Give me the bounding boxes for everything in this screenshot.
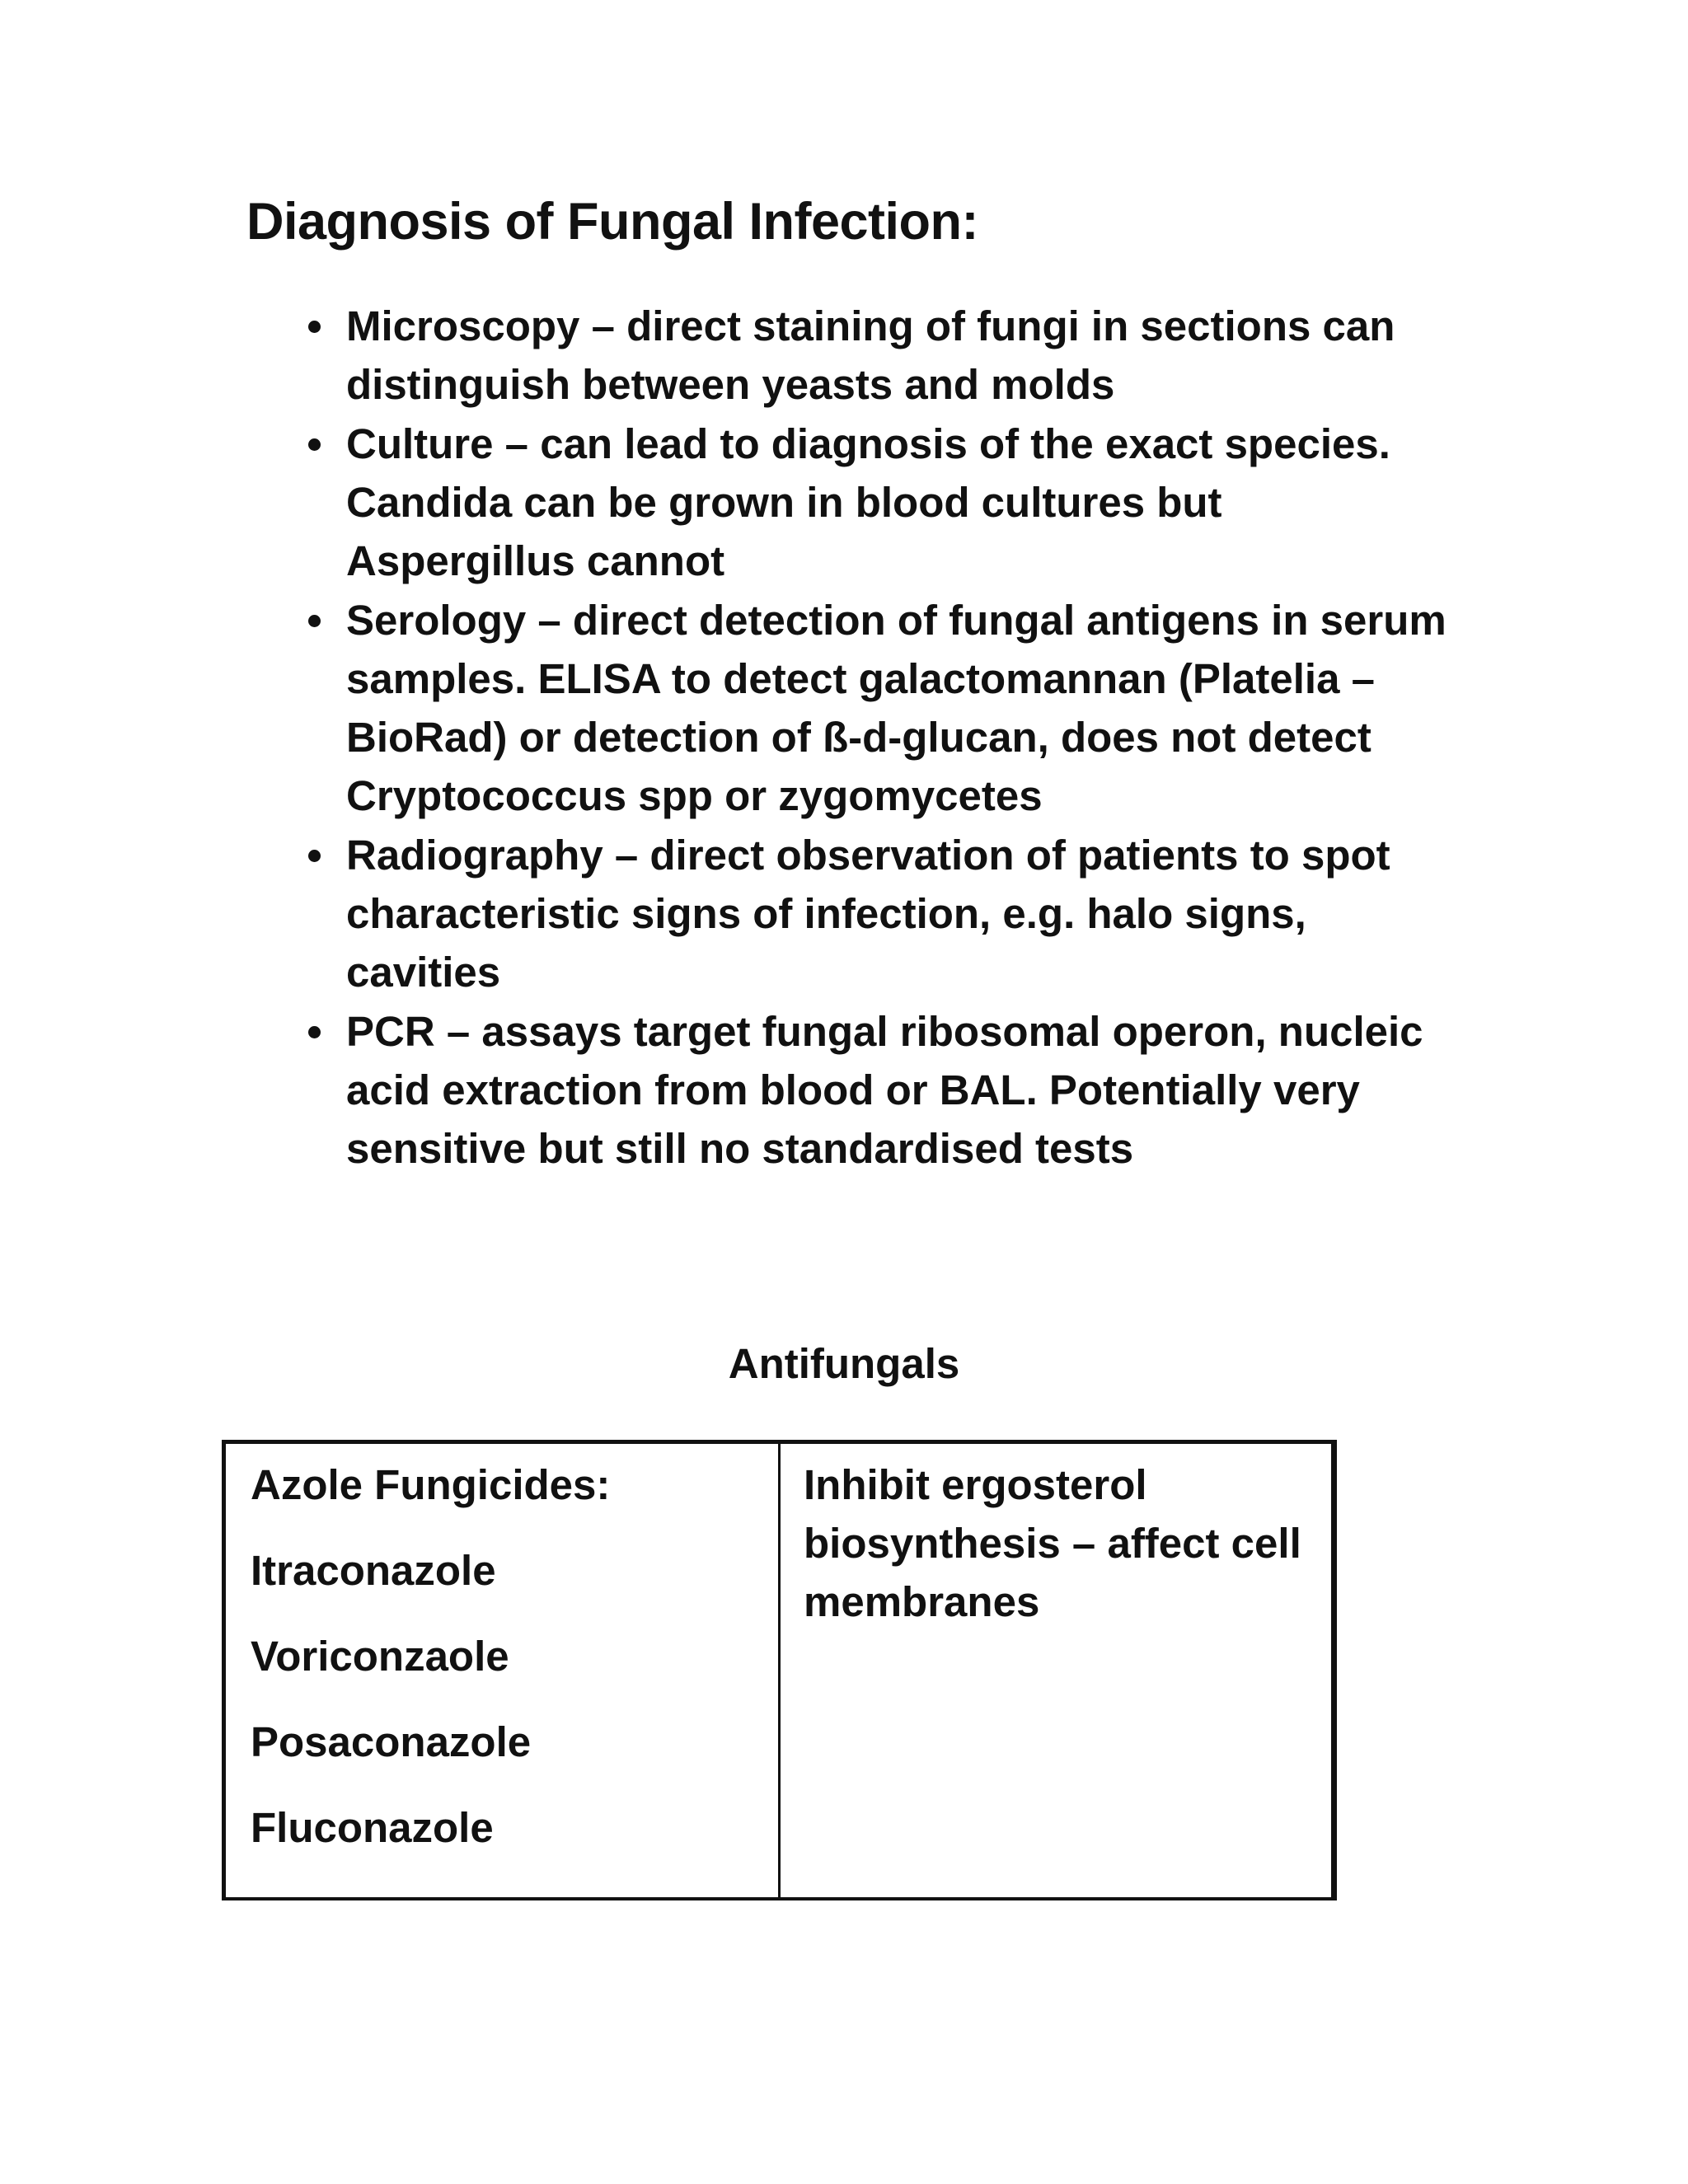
bullet-icon <box>308 438 321 451</box>
antifungals-table <box>222 1440 1337 1900</box>
drug-name: Voriconzaole <box>251 1633 509 1680</box>
bullet-icon <box>308 321 321 333</box>
bullet-icon <box>308 615 321 627</box>
mechanism-cell <box>780 1442 1334 1900</box>
drug-list-cell <box>224 1442 780 1900</box>
list-item <box>293 415 1447 590</box>
drug-class-label: Azole Fungicides: <box>251 1461 611 1508</box>
list-item-text: Serology – direct detection of fungal antigens in serum samples. ELISA to detect galactomannan (Platelia – BioRad) or detection of ß-d-glucan, does not detect Cryptococcus spp or zygomycetes <box>346 597 1447 819</box>
bullet-icon <box>308 1026 321 1038</box>
list-item-text: Culture – can lead to diagnosis of the exact species. Candida can be grown in blood cultures but Aspergillus cannot <box>346 420 1390 584</box>
list-item-text: Microscopy – direct staining of fungi in sections can distinguish between yeasts and molds <box>346 302 1395 408</box>
antifungals-heading: Antifungals <box>728 1340 960 1387</box>
list-item-text: PCR – assays target fungal ribosomal operon, nucleic acid extraction from blood or BAL. Potentially very sensitive but still no standardised tests <box>346 1008 1423 1172</box>
drug-name: Posaconazole <box>251 1718 532 1765</box>
page-title: Diagnosis of Fungal Infection: <box>246 193 978 251</box>
mechanism-text: Inhibit ergosterol biosynthesis – affect cell membranes <box>804 1461 1301 1625</box>
drug-name: Fluconazole <box>251 1804 494 1851</box>
drug-name: Itraconazole <box>251 1547 496 1594</box>
list-item <box>293 591 1447 825</box>
bullet-icon <box>308 850 321 862</box>
table-row <box>224 1442 1334 1900</box>
list-item <box>293 1002 1447 1178</box>
list-item-text: Radiography – direct observation of patients to spot characteristic signs of infection, e.g. halo signs, cavities <box>346 832 1390 996</box>
list-item <box>293 297 1447 414</box>
diagnosis-methods-list <box>293 297 1447 1179</box>
list-item <box>293 826 1447 1001</box>
